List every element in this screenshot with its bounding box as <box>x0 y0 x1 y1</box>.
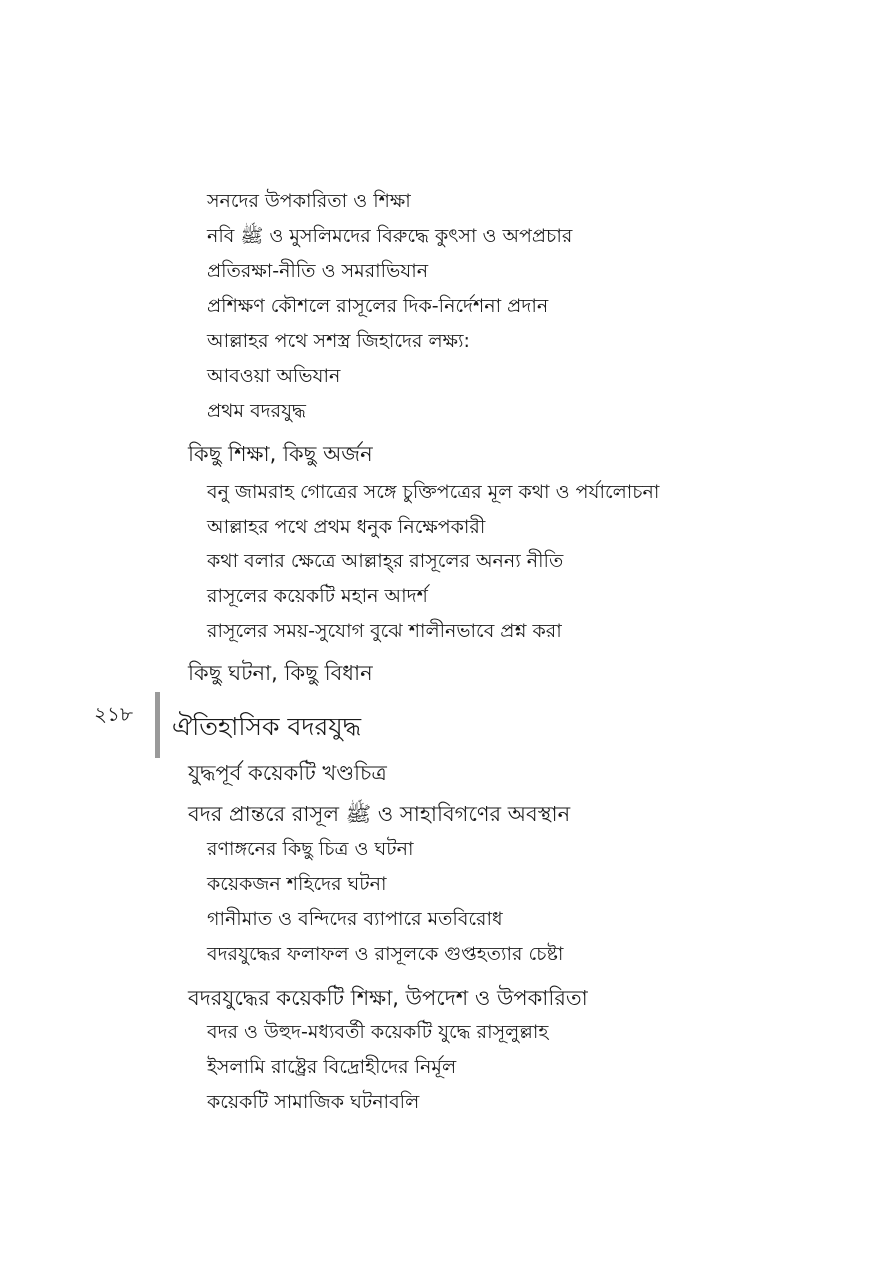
toc-entry-title: রণাঙ্গনের কিছু চিত্র ও ঘটনা <box>207 838 414 860</box>
toc-entry-title: গানীমাত ও বন্দিদের ব্যাপারে মতবিরোধ <box>207 908 503 930</box>
toc-entry-title: রাসূলের সময়-সুযোগ বুঝে শালীনভাবে প্রশ্ন করা <box>207 620 562 642</box>
toc-section-title: বদরযুদ্ধের কয়েকটি শিক্ষা, উপদেশ ও উপকারিতা <box>188 986 588 1010</box>
toc-entry-title: বনু জামরাহ গোত্রের সঙ্গে চুক্তিপত্রের মূল কথা ও পর্যালোচনা <box>207 481 660 503</box>
toc-entry-title: বদরযুদ্ধের ফলাফল ও রাসূলকে গুপ্তহত্যার চেষ্টা <box>207 943 564 965</box>
toc-entry-title: রাসূলের কয়েকটি মহান আদর্শ <box>207 585 428 607</box>
toc-section-title: বদর প্রান্তরে রাসূল ﷺ ও সাহাবিগণের অবস্থান <box>188 802 571 826</box>
toc-section-title: কিছু শিক্ষা, কিছু অর্জন <box>188 442 373 466</box>
toc-entry-title: কয়েকজন শহিদের ঘটনা <box>207 873 387 895</box>
part-title: ঐতিহাসিক বদরযুদ্ধ <box>172 712 362 741</box>
toc-entry-title: প্রশিক্ষণ কৌশলে রাসূলের দিক-নির্দেশনা প্রদান <box>207 295 549 317</box>
toc-section-title: যুদ্ধপূর্ব কয়েকটি খণ্ডচিত্র <box>188 761 387 785</box>
toc-entry-title: আবওয়া অভিযান <box>207 365 341 387</box>
toc-entry-title: নবি ﷺ ও মুসলিমদের বিরুদ্ধে কুৎসা ও অপপ্রচার <box>207 225 573 247</box>
toc-entry-title: প্রতিরক্ষা-নীতি ও সমরাভিযান <box>207 260 429 282</box>
part-divider-bar <box>155 692 160 758</box>
toc-entry-title: আল্লাহর পথে সশস্ত্র জিহাদের লক্ষ্য: <box>207 330 470 352</box>
toc-entry-title: বদর ও উহুদ-মধ্যবর্তী কয়েকটি যুদ্ধে রাসূলুল্লাহ <box>207 1021 549 1043</box>
toc-section-title: কিছু ঘটনা, কিছু বিধান <box>188 661 373 685</box>
toc-entry-title: কথা বলার ক্ষেত্রে আল্লাহ্‌র রাসূলের অনন্য নীতি <box>207 550 564 572</box>
part-page-number: ২১৮ <box>94 702 133 726</box>
toc-entry-title: ইসলামি রাষ্ট্রের বিদ্রোহীদের নির্মূল <box>207 1056 457 1078</box>
toc-entry-title: প্রথম বদরযুদ্ধ <box>207 400 306 422</box>
toc-entry-title: সনদের উপকারিতা ও শিক্ষা <box>207 190 411 212</box>
toc-entry-title: আল্লাহর পথে প্রথম ধনুক নিক্ষেপকারী <box>207 516 486 538</box>
toc-entry-title: কয়েকটি সামাজিক ঘটনাবলি <box>207 1091 420 1113</box>
